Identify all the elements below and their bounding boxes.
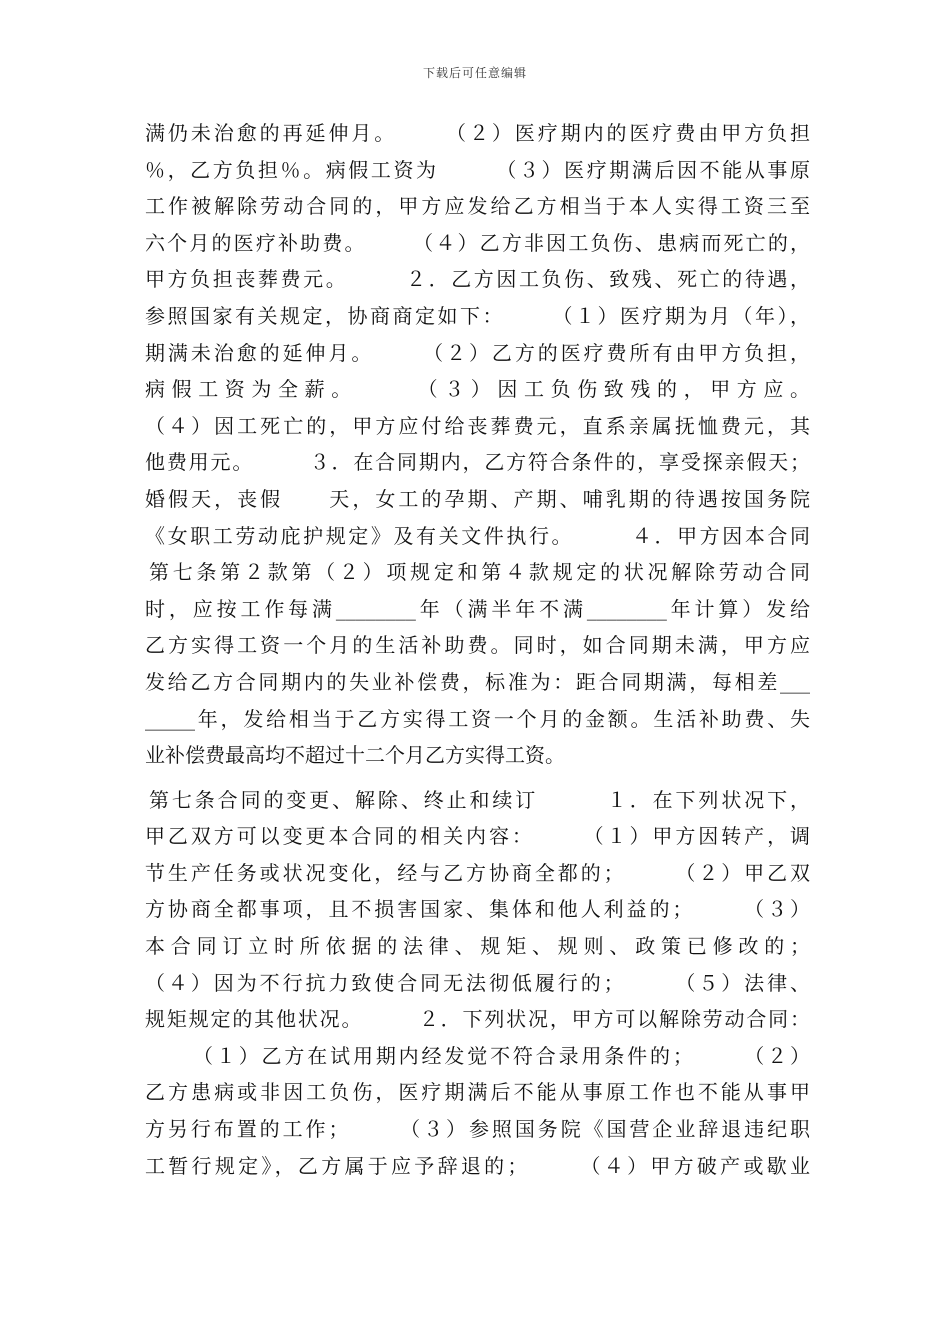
text-line: 六个月的医疗补助费。 （４）乙方非因工负伤、患病而死亡的， xyxy=(145,230,810,255)
text-line: 业补偿费最高均不超过十二个月乙方实得工资。 xyxy=(145,743,565,768)
text-line: 第七条第２款第（２）项规定和第４款规定的状况解除劳动合同 xyxy=(149,560,810,585)
text-line: 时，应按工作每满________年（满半年不满________年计算）发给 xyxy=(145,596,810,621)
text-line: 方另行布置的工作； （３）参照国务院《国营企业辞退违纪职 xyxy=(145,1117,810,1142)
text-line: 规矩规定的其他状况。 ２．下列状况，甲方可以解除劳动合同： xyxy=(145,1007,810,1032)
text-line: ％，乙方负担％。病假工资为 （３）医疗期满后因不能从事原 xyxy=(145,157,810,182)
document-body xyxy=(145,115,810,1184)
text-line: 发给乙方合同期内的失业补偿费，标准为：距合同期满，每相差___ xyxy=(145,669,810,694)
text-line: 甲乙双方可以变更本合同的相关内容： （１）甲方因转产，调 xyxy=(145,824,810,849)
text-line: 工作被解除劳动合同的，甲方应发给乙方相当于本人实得工资三至 xyxy=(145,194,810,219)
text-line: 他费用元。 ３．在合同期内，乙方符合条件的，享受探亲假天； xyxy=(145,450,810,475)
text-line: 乙方患病或非因工负伤，医疗期满后不能从事原工作也不能从事甲 xyxy=(145,1080,810,1105)
text-line: 病假工资为全薪。 （３）因工负伤致残的，甲方应。 xyxy=(145,377,810,402)
text-line: 第七条合同的变更、解除、终止和续订 １．在下列状况下， xyxy=(149,787,810,812)
text-line: 节生产任务或状况变化，经与乙方协商全都的； （２）甲乙双 xyxy=(145,860,810,885)
text-line: 工暂行规定》，乙方属于应予辞退的； （４）甲方破产或歇业 xyxy=(145,1153,810,1178)
text-line: 本合同订立时所依据的法律、规矩、规则、政策已修改的； xyxy=(145,934,810,959)
text-line: 满仍未治愈的再延伸月。 （２）医疗期内的医疗费由甲方负担 xyxy=(145,121,810,145)
text-line: 甲方负担丧葬费元。 ２．乙方因工负伤、致残、死亡的待遇， xyxy=(145,267,810,292)
text-line: （４）因为不行抗力致使合同无法彻低履行的； （５）法律、 xyxy=(145,970,810,995)
page-header-note: 下载后可任意编辑 xyxy=(422,66,527,80)
text-line: 方协商全都事项，且不损害国家、集体和他人利益的； （３） xyxy=(145,897,810,922)
text-line: 婚假天，丧假 天，女工的孕期、产期、哺乳期的待遇按国务院 xyxy=(145,486,810,511)
text-line: （１）乙方在试用期内经发觉不符合录用条件的； （２） xyxy=(193,1043,810,1068)
text-line: 期满未治愈的延伸月。 （２）乙方的医疗费所有由甲方负担， xyxy=(145,340,810,365)
text-line: （４）因工死亡的，甲方应付给丧葬费元，直系亲属抚恤费元，其 xyxy=(145,413,810,438)
text-line: 参照国家有关规定，协商商定如下： （１）医疗期为月（年）， xyxy=(145,303,810,328)
text-line: 乙方实得工资一个月的生活补助费。同时，如合同期未满，甲方应 xyxy=(145,633,810,658)
paragraph-gap xyxy=(145,774,810,782)
text-line: 《女职工劳动庇护规定》及有关文件执行。 ４．甲方因本合同 xyxy=(145,523,810,548)
text-line: _____年，发给相当于乙方实得工资一个月的金额。生活补助费、失 xyxy=(145,706,810,731)
